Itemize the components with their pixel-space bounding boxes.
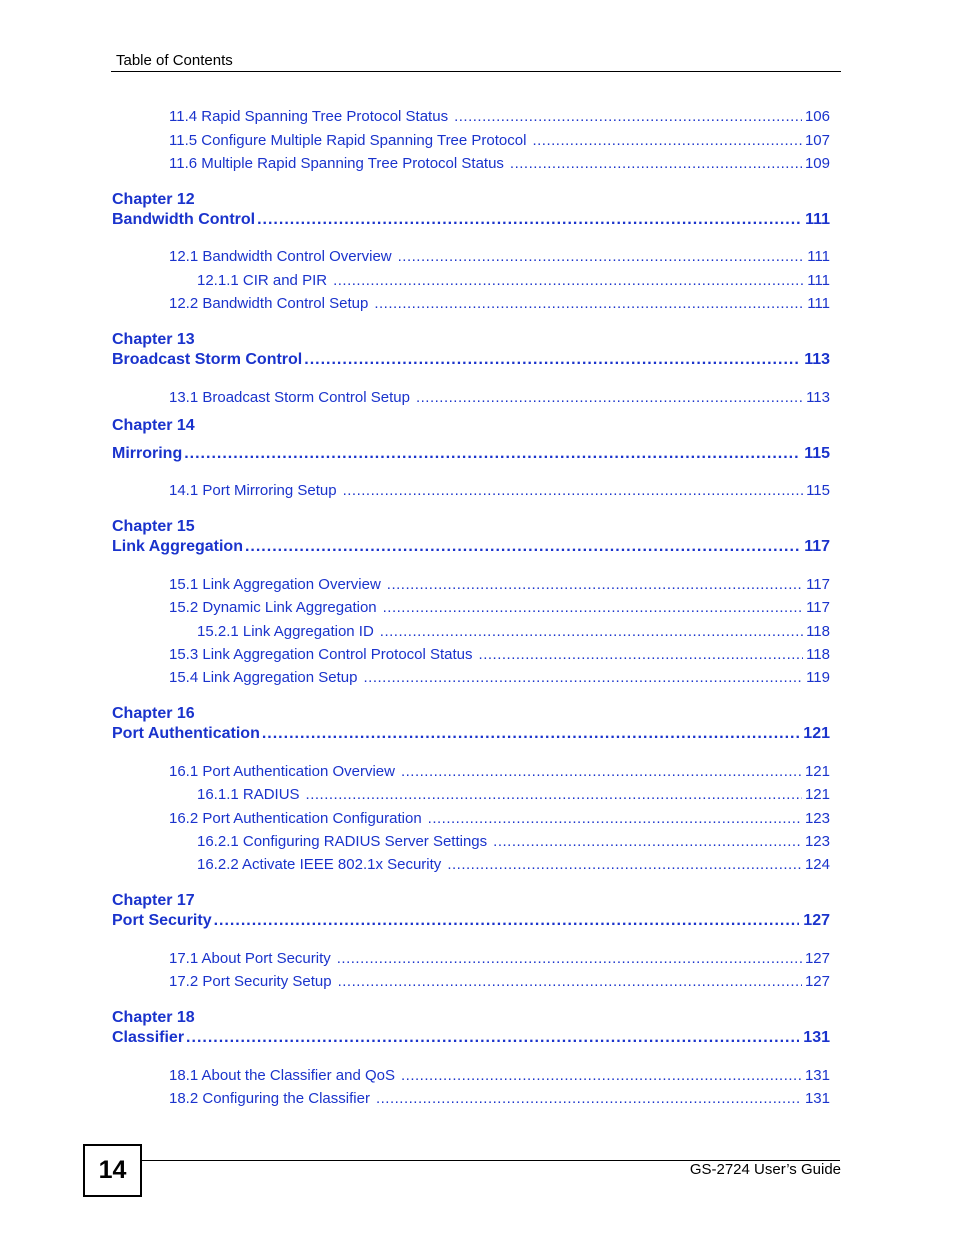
chapter-label[interactable]: Chapter 18 [112, 1009, 195, 1026]
toc-entry-link[interactable] [197, 623, 830, 640]
dot-leader [493, 833, 802, 850]
toc-entry-title: 16.2.1 Configuring RADIUS Server Settings [197, 833, 488, 850]
toc-entry-page: 118 [806, 623, 830, 640]
chapter-link[interactable] [112, 445, 830, 463]
toc-entry-page: 127 [804, 973, 830, 990]
toc-entry-link[interactable] [169, 1090, 830, 1107]
toc-entry-page: 107 [804, 132, 830, 149]
dot-leader [454, 108, 802, 125]
dot-leader [376, 1090, 802, 1107]
chapter-label[interactable]: Chapter 17 [112, 892, 195, 909]
toc-entry-page: 121 [804, 786, 830, 803]
toc-entry-link[interactable] [169, 599, 830, 616]
chapter-page: 115 [804, 445, 830, 462]
chapter-title: Mirroring [112, 445, 183, 462]
chapter-link[interactable] [112, 725, 830, 743]
toc-entry-title: 15.3 Link Aggregation Control Protocol Status [169, 646, 473, 663]
toc-entry-title: 16.1 Port Authentication Overview [169, 763, 395, 780]
chapter-page: 113 [804, 351, 830, 368]
chapter-label[interactable]: Chapter 14 [112, 417, 195, 434]
toc-entry-link[interactable] [169, 763, 830, 780]
dot-leader [184, 445, 800, 463]
toc-entry-page: 123 [804, 833, 830, 850]
chapter-page: 127 [803, 912, 830, 929]
toc-entry-page: 118 [806, 646, 830, 663]
toc-entry-page: 127 [804, 950, 830, 967]
dot-leader [262, 725, 799, 743]
dot-leader [532, 132, 802, 149]
toc-entry-title: 12.1.1 CIR and PIR [197, 272, 328, 289]
toc-entry-link[interactable] [197, 856, 830, 873]
toc-entry-page: 131 [804, 1090, 830, 1107]
dot-leader [447, 856, 802, 873]
toc-entry-title: 15.2 Dynamic Link Aggregation [169, 599, 377, 616]
toc-entry-title: 15.4 Link Aggregation Setup [169, 669, 358, 686]
chapter-label[interactable]: Chapter 16 [112, 705, 195, 722]
toc-entry-page: 111 [807, 272, 830, 289]
dot-leader [343, 482, 804, 499]
toc-entry-title: 11.5 Configure Multiple Rapid Spanning Tree Protocol [169, 132, 527, 149]
toc-entry-title: 16.2 Port Authentication Configuration [169, 810, 422, 827]
toc-entry-link[interactable] [197, 786, 830, 803]
chapter-link[interactable] [112, 538, 830, 556]
toc-entry-title: 15.1 Link Aggregation Overview [169, 576, 381, 593]
toc-entry-title: 18.2 Configuring the Classifier [169, 1090, 370, 1107]
dot-leader [401, 1067, 802, 1084]
chapter-title: Port Authentication [112, 725, 260, 742]
dot-leader [245, 538, 800, 556]
toc-entry-page: 119 [806, 669, 830, 686]
dot-leader [304, 351, 800, 369]
dot-leader [479, 646, 804, 663]
chapter-title: Link Aggregation [112, 538, 243, 555]
page-number-box [83, 1144, 142, 1197]
chapter-title: Classifier [112, 1029, 185, 1046]
toc-entry-link[interactable] [169, 973, 830, 990]
chapter-page: 121 [803, 725, 830, 742]
toc-entry-link[interactable] [169, 155, 830, 172]
toc-entry-page: 113 [806, 389, 830, 406]
dot-leader [337, 950, 802, 967]
guide-title: GS-2724 User’s Guide [689, 1161, 841, 1178]
toc-entry-title: 17.2 Port Security Setup [169, 973, 332, 990]
toc-entry-link[interactable] [169, 669, 830, 686]
toc-entry-page: 117 [806, 599, 830, 616]
toc-entry-title: 13.1 Broadcast Storm Control Setup [169, 389, 410, 406]
toc-entry-link[interactable] [169, 576, 830, 593]
toc-entry-title: 18.1 About the Classifier and QoS [169, 1067, 395, 1084]
dot-leader [363, 669, 803, 686]
dot-leader [374, 295, 804, 312]
dot-leader [416, 389, 803, 406]
chapter-title: Port Security [112, 912, 212, 929]
dot-leader [186, 1029, 799, 1047]
toc-entry-page: 124 [804, 856, 830, 873]
toc-entry-title: 17.1 About Port Security [169, 950, 331, 967]
dot-leader [214, 912, 800, 930]
toc-entry-title: 15.2.1 Link Aggregation ID [197, 623, 374, 640]
toc-entry-title: 12.1 Bandwidth Control Overview [169, 248, 392, 265]
dot-leader [338, 973, 802, 990]
toc-entry-link[interactable] [169, 132, 830, 149]
chapter-page: 131 [803, 1029, 830, 1046]
toc-entry-title: 16.1.1 RADIUS [197, 786, 300, 803]
chapter-label[interactable]: Chapter 15 [112, 518, 195, 535]
chapter-page: 111 [805, 211, 830, 228]
toc-entry-title: 12.2 Bandwidth Control Setup [169, 295, 369, 312]
page-number: 14 [98, 1156, 127, 1184]
toc-entry-page: 123 [804, 810, 830, 827]
toc-entry-page: 117 [806, 576, 830, 593]
dot-leader [380, 623, 803, 640]
dot-leader [387, 576, 803, 593]
dot-leader [383, 599, 803, 616]
toc-entry-page: 111 [807, 248, 830, 265]
toc-entry-link[interactable] [169, 646, 830, 663]
running-header: Table of Contents [116, 52, 233, 69]
dot-leader [401, 763, 802, 780]
chapter-link[interactable] [112, 912, 830, 930]
toc-entry-link[interactable] [169, 1067, 830, 1084]
dot-leader [428, 810, 802, 827]
toc-entry-link[interactable] [169, 482, 830, 499]
toc-entry-title: 11.6 Multiple Rapid Spanning Tree Protocol Status [169, 155, 504, 172]
toc-entry-title: 11.4 Rapid Spanning Tree Protocol Status [169, 108, 449, 125]
chapter-link[interactable] [112, 1029, 830, 1047]
dot-leader [398, 248, 805, 265]
toc-entry-link[interactable] [169, 810, 830, 827]
toc-entry-link[interactable] [197, 272, 830, 289]
toc-entry-page: 109 [804, 155, 830, 172]
chapter-page: 117 [804, 538, 830, 555]
toc-entry-link[interactable] [169, 108, 830, 125]
chapter-label[interactable]: Chapter 12 [112, 191, 195, 208]
toc-entry-page: 131 [804, 1067, 830, 1084]
toc-entry-page: 121 [804, 763, 830, 780]
toc-entry-title: 14.1 Port Mirroring Setup [169, 482, 337, 499]
chapter-link[interactable] [112, 351, 830, 369]
toc-entry-page: 111 [807, 295, 830, 312]
toc-entry-page: 106 [804, 108, 830, 125]
toc-entry-link[interactable] [169, 248, 830, 265]
toc-entry-page: 115 [806, 482, 830, 499]
toc-entry-link[interactable] [169, 389, 830, 406]
chapter-title: Broadcast Storm Control [112, 351, 303, 368]
dot-leader [510, 155, 802, 172]
dot-leader [306, 786, 802, 803]
toc-entry-link[interactable] [169, 295, 830, 312]
chapter-label[interactable]: Chapter 13 [112, 331, 195, 348]
toc-entry-link[interactable] [197, 833, 830, 850]
toc-entry-title: 16.2.2 Activate IEEE 802.1x Security [197, 856, 442, 873]
dot-leader [257, 211, 801, 229]
dot-leader [333, 272, 804, 289]
chapter-title: Bandwidth Control [112, 211, 256, 228]
toc-entry-link[interactable] [169, 950, 830, 967]
chapter-link[interactable] [112, 211, 830, 229]
